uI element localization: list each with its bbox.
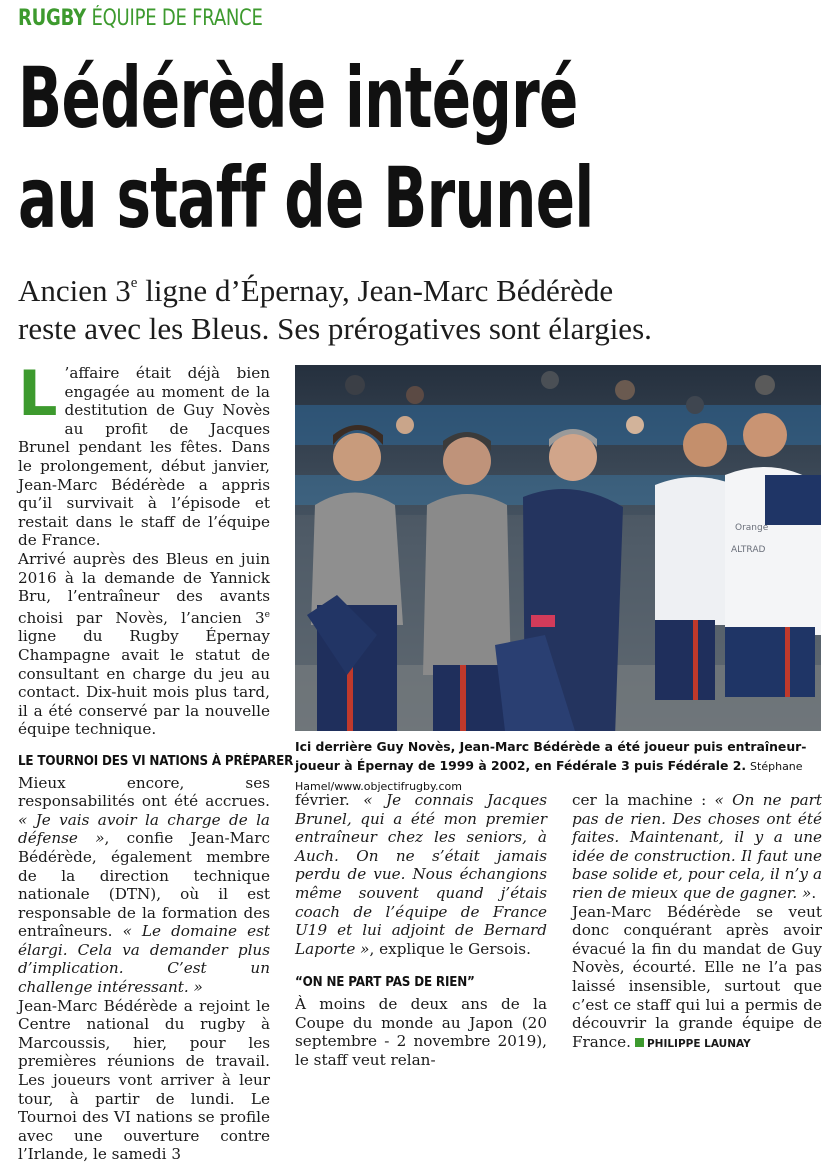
paragraph: février. « Je connais Jacques Brunel, qui a été mon premier entraîneur chez les seniors, à Auch. On ne s’était jamais perdu de vue. Nous échangions même souvent quand j’étais coach de l’équipe de France U19 et lui adjoint de Bernard Laporte », explique le Gersois. — [295, 791, 547, 958]
jersey-sponsor: Orange — [735, 523, 769, 533]
rubric-section: RUGBY — [18, 6, 86, 31]
article-column-2 — [295, 791, 547, 1069]
paragraph-final: Jean-Marc Bédérède se veut donc conquérant après avoir évacué la fin du mandat de Guy Novès, écourté. Elle ne l’a pas laissé insensible, surtout que c’est ce staff qui lui a permis de découvrir la grande équipe de France. PHILIPPE LAUNAY — [572, 902, 822, 1051]
author-byline: PHILIPPE LAUNAY — [646, 1037, 751, 1050]
author-marker-icon — [635, 1038, 644, 1047]
caption-text: Ici derrière Guy Novès, Jean-Marc Bédérède a été joueur puis entraîneur-joueur à Épernay de 1999 à 2002, en Fédérale 3 puis Fédérale 2. — [295, 739, 807, 773]
standfirst-line-2: reste avec les Bleus. Ses prérogatives sont élargies. — [18, 311, 652, 346]
section-heading-2: “ON NE PART PAS DE RIEN” — [295, 975, 475, 991]
headline-line-1: Bédérède intégré — [18, 49, 578, 147]
paragraph: Arrivé auprès des Bleus en juin 2016 à la demande de Yannick Bru, l’entraîneur des avants choisi par Novès, l’ancien 3e ligne du Rugby Épernay Champagne avait le statut de consultant en charge du jeu au contact. Dix-huit mois plus tard, il a été conservé par la nouvelle équipe technique. — [18, 549, 270, 739]
paragraph-intro: L ’affaire était déjà bien engagée au moment de la destitution de Guy Novès au profit de Jacques Brunel pendant les fêtes. Dans le prolongement, début janvier, Jean-Marc Bédérède a appris qu’il survivait à l’épisode et restait dans le staff de l’équipe de France. — [18, 357, 270, 550]
paragraph: À moins de deux ans de la Coupe du monde au Japon (20 septembre - 2 novembre 2019), le staff veut relan- — [295, 994, 547, 1069]
standfirst — [18, 264, 836, 348]
jersey-sponsor-2: ALTRAD — [731, 545, 766, 555]
headline-line-2: au staff de Brunel — [18, 149, 594, 247]
article-photo — [295, 365, 821, 731]
drop-cap: L — [18, 357, 58, 430]
photo-illustration — [295, 365, 821, 731]
paragraph: cer la machine : « On ne part pas de rien. Des choses ont été faites. Maintenant, il y a une idée de construction. Il faut une base solide et, pour cela, il n’y a rien de mieux que de gagner. ». — [572, 791, 822, 902]
article-column-1 — [18, 357, 294, 1164]
standfirst-line-1: Ancien 3e ligne d’Épernay, Jean-Marc Bédérède — [18, 273, 614, 308]
section-heading-1: LE TOURNOI DES VI NATIONS À PRÉPARER — [18, 753, 294, 769]
photo-caption — [295, 737, 825, 796]
headline — [18, 48, 708, 248]
paragraph: Jean-Marc Bédérède a rejoint le Centre national du rugby à Marcoussis, hier, pour les premières réunions de travail. Les joueurs vont arriver à leur tour, à partir de lundi. Le Tournoi des VI nations se profile avec une ouverture contre l’Irlande, le samedi 3 — [18, 996, 270, 1164]
article-column-3 — [572, 791, 822, 1053]
rubric — [18, 6, 263, 40]
photo-credit: Stéphane Hamel/www.objectifrugby.com — [295, 760, 803, 793]
rubric-subsection: ÉQUIPE DE FRANCE — [91, 6, 263, 31]
paragraph: Mieux encore, ses responsabilités ont été accrues. « Je vais avoir la charge de la défense », confie Jean-Marc Bédérède, également membre de la direction technique nationale (DTN), où il est responsable de la formation des entraîneurs. « Le domaine est élargi. Cela va demander plus d’implication. C’est un challenge intéressant. » — [18, 773, 270, 997]
